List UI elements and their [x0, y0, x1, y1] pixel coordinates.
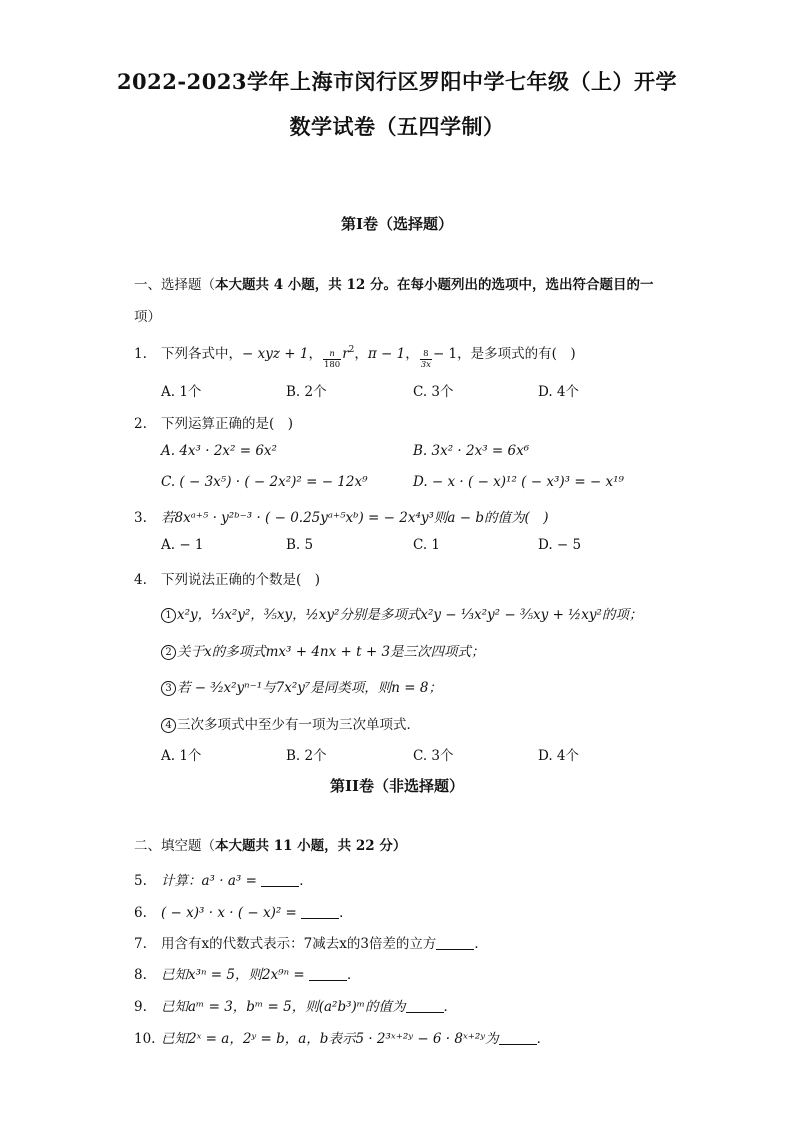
- question-number: 4.: [134, 572, 147, 588]
- statement-2: 2 关于x的多项式mx³ + 4nx + t + 3是三次四项式；: [161, 640, 485, 660]
- option-c[interactable]: C. 3个: [413, 748, 454, 764]
- question-number: 9.: [134, 999, 147, 1015]
- circled-2-icon: 2: [161, 645, 176, 660]
- question-10: 10. 已知2ˣ = a，2ʸ = b，a，b表示5 · 2³ˣ⁺²ʸ − 6 · 8ˣ⁺²ʸ为 ．: [134, 1031, 551, 1047]
- option-b[interactable]: B. 2个: [286, 748, 327, 764]
- expr-3: π − 1: [367, 346, 406, 362]
- circled-3-icon: 3: [161, 681, 176, 696]
- option-b[interactable]: B. 2个: [286, 384, 327, 400]
- question-number: 7.: [134, 936, 147, 952]
- question-text-prefix: 下列各式中，: [161, 346, 242, 362]
- question-number: 6.: [134, 905, 147, 921]
- question-text: ( − x)³ · x · ( − x)² =: [161, 905, 297, 921]
- fraction-8-3x: $\frac{8}{3x}$: [420, 349, 431, 370]
- statement-3: 3 若 − ³⁄₂x²yⁿ⁻¹与7x²y⁷是同类项，则n = 8；: [161, 676, 442, 696]
- section-2-info: 本大题共 11 小题，共 22 分）: [215, 838, 407, 854]
- volume-1-heading: 第I卷（选择题）: [340, 215, 454, 233]
- option-b[interactable]: B. 3x² · 2x³ = 6x⁶: [413, 443, 530, 459]
- question-4: [134, 568, 674, 588]
- answer-blank[interactable]: [406, 1000, 444, 1013]
- section-2-heading: [134, 830, 674, 862]
- fraction-n-180: $\frac{n}{180}$: [323, 349, 341, 370]
- question-5: 5. 计算：a³ · a³ = ．: [134, 873, 313, 889]
- question-text: 用含有x的代数式表示：7减去x的3倍差的立方: [161, 936, 437, 952]
- question-number: 8.: [134, 967, 147, 983]
- statement-4: 4 三次多项式中至少有一项为三次单项式．: [161, 713, 420, 733]
- section-1-label: 一、选择题（: [134, 277, 215, 293]
- option-d[interactable]: D. 4个: [538, 748, 580, 764]
- section-1-cont: 项）: [134, 309, 161, 325]
- option-c[interactable]: C. 3个: [413, 384, 454, 400]
- option-a[interactable]: A. − 1: [161, 537, 204, 553]
- question-number: 10.: [134, 1031, 156, 1047]
- question-number: 2.: [134, 416, 147, 432]
- question-text-suffix: ，是多项式的有( ): [457, 346, 576, 362]
- expr-1: − xyz + 1: [242, 346, 309, 362]
- expr-4: − 1: [432, 346, 458, 362]
- question-9: 9. 已知aᵐ = 3，bᵐ = 5，则(a²b³)ᵐ的值为 ．: [134, 999, 458, 1015]
- question-7: 7. 用含有x的代数式表示：7减去x的3倍差的立方 ．: [134, 936, 488, 952]
- question-text: 已知aᵐ = 3，bᵐ = 5，则(a²b³)ᵐ的值为: [161, 999, 406, 1015]
- option-a[interactable]: A. 4x³ · 2x² = 6x²: [161, 443, 277, 459]
- option-d[interactable]: D. 4个: [538, 384, 580, 400]
- option-b[interactable]: B. 5: [286, 537, 314, 553]
- question-1: 1. 下列各式中，− xyz + 1， $\frac{n}{180}$ $r^2$，π − 1， $\frac{8}{3x}$ − 1，是多项式的有( ): [134, 345, 576, 370]
- volume-2-heading: 第II卷（非选择题）: [329, 777, 465, 795]
- question-text: 已知2ˣ = a，2ʸ = b，a，b表示5 · 2³ˣ⁺²ʸ − 6 · 8ˣ⁺²ʸ为: [161, 1031, 499, 1047]
- exam-title-line1: 2022-2023学年上海市闵行区罗阳中学七年级（上）开学: [116, 69, 678, 94]
- statement-1: 1 x²y，⅓x²y²，⅗xy，½xy²分别是多项式x²y − ⅓x²y² − ⅗xy + ½xy²的项；: [161, 603, 642, 623]
- option-d[interactable]: D. − 5: [538, 537, 582, 553]
- section-1-info: 本大题共 4 小题，共 12 分。在每小题列出的选项中，选出符合题目的一: [215, 277, 654, 293]
- circled-1-icon: 1: [161, 608, 176, 623]
- question-2: [134, 412, 674, 432]
- exam-title-line2: 数学试卷（五四学制）: [289, 114, 505, 139]
- expr-2: r: [342, 346, 349, 362]
- option-d[interactable]: D. − x · ( − x)¹² ( − x³)³ = − x¹⁹: [413, 474, 624, 490]
- section-1-heading: [134, 269, 674, 333]
- question-number: 3.: [134, 510, 147, 526]
- question-number: 5.: [134, 873, 147, 889]
- question-8: 8. 已知x³ⁿ = 5，则2x⁹ⁿ = ．: [134, 967, 361, 983]
- question-text: 计算：a³ · a³ =: [161, 873, 257, 889]
- answer-blank[interactable]: [261, 874, 299, 887]
- option-a[interactable]: A. 1个: [161, 748, 202, 764]
- option-c[interactable]: C. 1: [413, 537, 441, 553]
- question-6: 6. ( − x)³ · x · ( − x)² = ．: [134, 905, 353, 921]
- question-3: [134, 506, 674, 526]
- option-a[interactable]: A. 1个: [161, 384, 202, 400]
- question-text: 下列运算正确的是( ): [161, 416, 294, 432]
- question-text: 下列说法正确的个数是( ): [161, 572, 321, 588]
- answer-blank[interactable]: [301, 906, 339, 919]
- circled-4-icon: 4: [161, 718, 176, 733]
- section-2-label: 二、填空题（: [134, 838, 215, 854]
- answer-blank[interactable]: [436, 937, 474, 950]
- answer-blank[interactable]: [499, 1032, 537, 1045]
- question-text: 若8xᵃ⁺⁵ · y²ᵇ⁻³ · ( − 0.25yᵃ⁺⁵xᵇ) = − 2x⁴y³则a − b的值为( ): [161, 510, 549, 526]
- option-c[interactable]: C. ( − 3x⁵) · ( − 2x²)² = − 12x⁹: [161, 474, 368, 490]
- answer-blank[interactable]: [309, 968, 347, 981]
- question-text: 已知x³ⁿ = 5，则2x⁹ⁿ =: [161, 967, 305, 983]
- question-number: 1.: [134, 346, 147, 362]
